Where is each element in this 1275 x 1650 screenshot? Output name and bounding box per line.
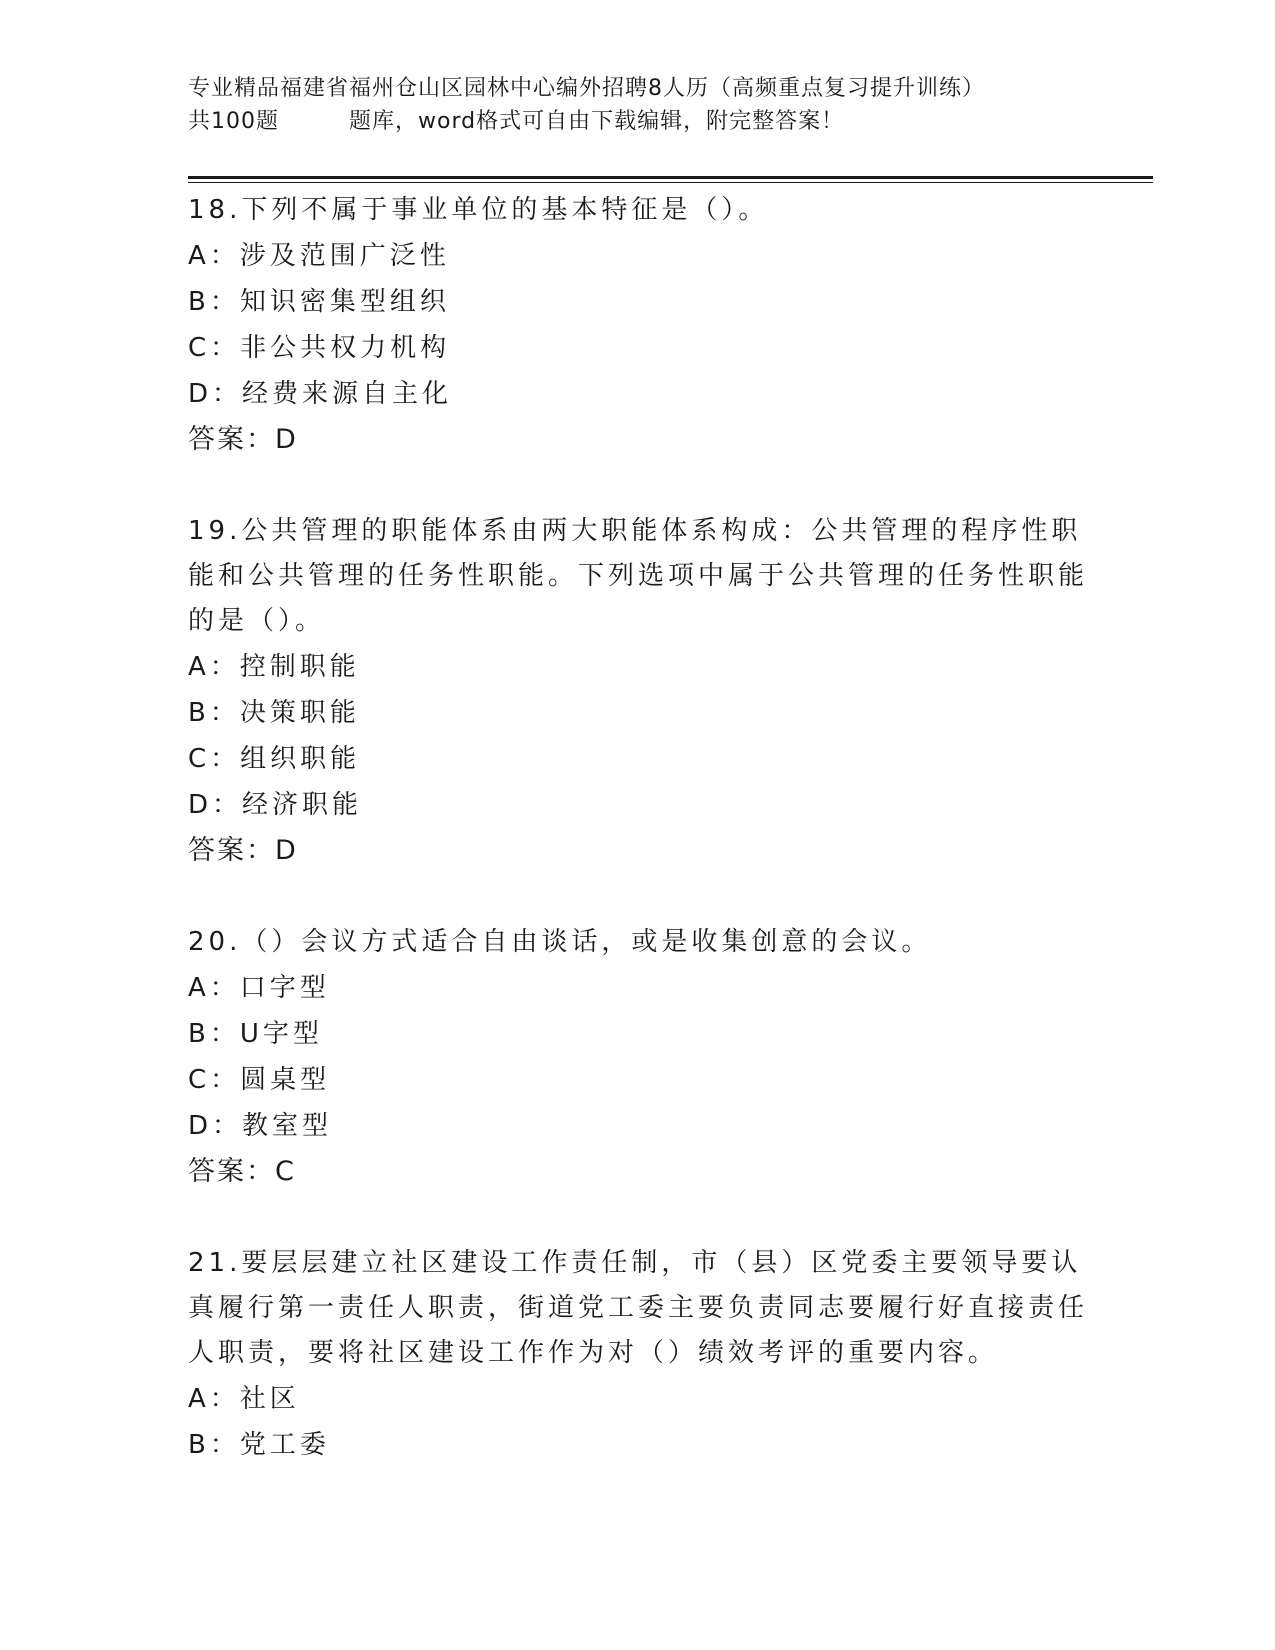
header-description: 题库，word格式可自由下载编辑，附完整答案！ [349,109,845,134]
question-18 [188,188,1088,463]
page-header [188,72,1088,138]
question-list [188,188,1088,1514]
option-d: D：教室型 [188,1111,333,1141]
question-stem: 19.公共管理的职能体系由两大职能体系构成：公共管理的程序性职能和公共管理的任务性职能。下列选项中属于公共管理的任务性职能的是（）。 [188,516,1089,636]
question-stem: 21.要层层建立社区建设工作责任制，市（县）区党委主要领导要认真履行第一责任人职责，街道党工委主要负责同志要履行好直接责任人职责，要将社区建设工作作为对（）绩效考评的重要内容。 [188,1248,1089,1368]
option-b: B：知识密集型组织 [188,287,450,317]
answer-line: 答案：D [188,835,298,866]
option-a: A：社区 [188,1384,300,1414]
header-divider-thin [188,182,1153,183]
header-question-count: 共100题 [188,109,279,134]
option-a: A：控制职能 [188,652,360,682]
option-c: C：圆桌型 [188,1065,331,1095]
header-subtitle [188,105,1088,138]
question-stem: 18.下列不属于事业单位的基本特征是（）。 [188,195,769,225]
question-19 [188,509,1088,874]
option-d: D：经济职能 [188,790,363,820]
option-a: A：口字型 [188,973,330,1003]
option-c: C：非公共权力机构 [188,333,451,363]
answer-line: 答案：C [188,1156,296,1187]
question-20 [188,920,1088,1195]
question-21 [188,1241,1088,1468]
answer-line: 答案：D [188,424,298,455]
header-title: 专业精品福建省福州仓山区园林中心编外招聘8人历（高频重点复习提升训练） [188,76,985,101]
option-d: D：经费来源自主化 [188,379,453,409]
header-divider-thick [188,176,1153,179]
option-a: A：涉及范围广泛性 [188,241,450,271]
option-b: B：U字型 [188,1019,323,1049]
option-c: C：组织职能 [188,744,361,774]
question-stem: 20.（）会议方式适合自由谈话，或是收集创意的会议。 [188,927,932,957]
option-b: B：党工委 [188,1430,330,1460]
option-b: B：决策职能 [188,698,360,728]
